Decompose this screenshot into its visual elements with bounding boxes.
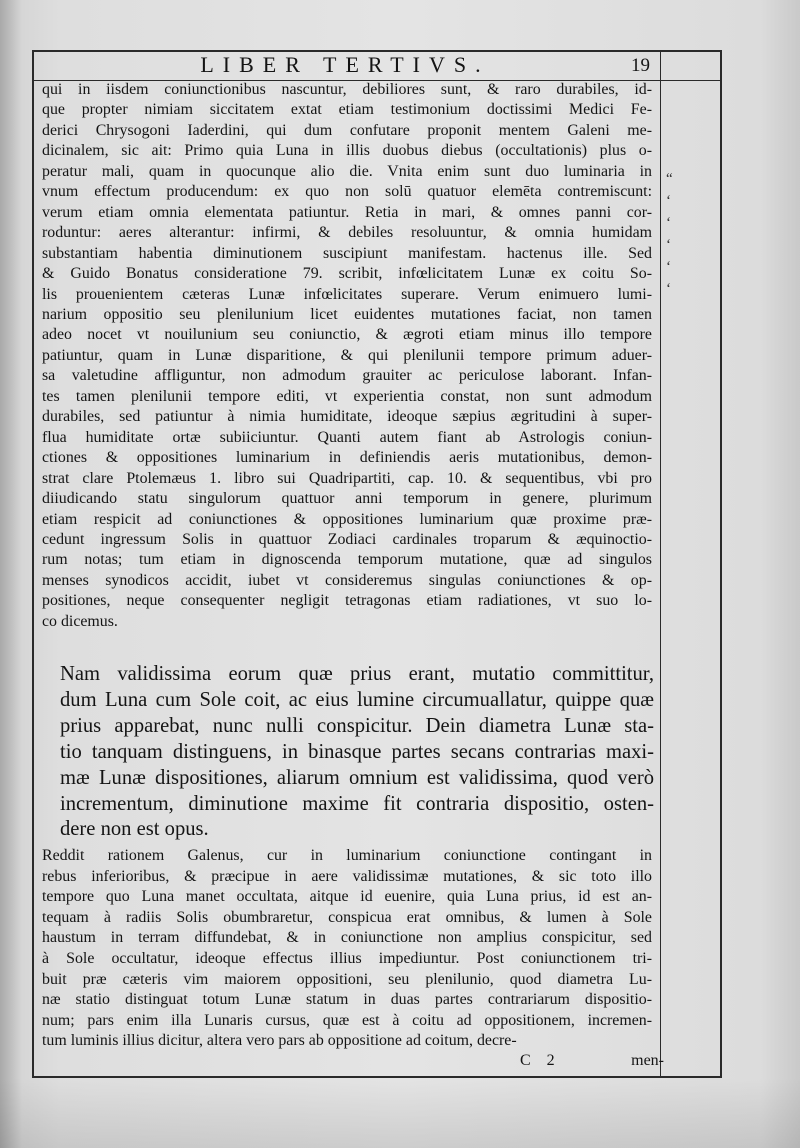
text-line: peratur mali, quam in quocunque alio die. Vnita enim sunt duo luminaria in: [42, 162, 652, 180]
text-line: verum etiam omnia elementata patiuntur. Retia in mari, & omnes panni cor-: [42, 203, 652, 221]
text-line: durabiles, sed patiuntur à nimia humiditate, ideoque sæpius ægritudini à super-: [42, 408, 652, 426]
page-header: [32, 52, 658, 78]
marginal-quote-mark: ‘: [666, 281, 671, 297]
text-line: etiam respicit ad coniunctiones & oppositiones luminarium quæ proxime præ-: [42, 510, 652, 528]
text-line: cedunt ingressum Solis in quattuor Zodiaci cardinales troparum & æquinoctio-: [42, 530, 652, 548]
text-line: strat clare Ptolemæus 1. libro sui Quadripartiti, cap. 10. & sequentibus, vbi pro: [42, 469, 652, 487]
margin-rule: [660, 52, 661, 1076]
marginal-quote-mark: ‘: [666, 259, 671, 275]
text-line: adeo nocet vt nouilunium seu coniunctio, & ægroti etiam minus illo tempore: [42, 326, 652, 344]
text-line: rum notas; tum etiam in dignoscenda temporum mutatione, quæ ad singulos: [42, 551, 652, 569]
text-line: num; pars enim illa Lunaris cursus, quæ est à coitu ad oppositionem, incremen-: [42, 1011, 652, 1029]
text-line: næ statio distinguat totum Lunæ statum in duas partes contrariarum dispositio-: [42, 991, 652, 1009]
marginal-quote-mark: ‘: [666, 193, 671, 209]
page-footer: [42, 1050, 672, 1072]
text-line: Reddit rationem Galenus, cur in luminarium coniunctione contingant in: [42, 847, 652, 864]
running-head: LIBER TERTIVS.: [200, 52, 490, 77]
text-line: dicinalem, sic ait: Primo quia Luna in illis duobus diebus (occultationis) plus o-: [42, 142, 652, 160]
text-line: incrementum, diminutione maxime fit contraria dispositio, osten-: [60, 792, 654, 815]
text-line: dere non est opus.: [60, 818, 209, 841]
marginal-quote-mark: ‘: [666, 237, 671, 253]
text-line: ctiones & oppositiones luminarium in definiendis aeris mutationibus, demon-: [42, 449, 652, 467]
paragraph-commentary-1: [42, 80, 652, 632]
text-line: Nam validissima eorum quæ prius erant, mutatio committitur,: [60, 663, 654, 685]
text-line: tes tamen plenilunii tempore editi, vt experientia constat, non sunt admodum: [42, 387, 652, 405]
signature-mark: C 2: [520, 1052, 561, 1069]
catchword: men-: [631, 1052, 664, 1069]
marginal-quote-mark: “: [666, 171, 673, 187]
text-line: positiones, neque consequenter negligit tetragonas etiam radiationes, vt suo lo-: [42, 592, 652, 610]
text-line: rebus inferioribus, & præcipue in aere validissimæ mutationes, & sic toto illo: [42, 867, 652, 885]
text-line: derici Chrysogoni Iaderdini, qui dum confutare proponit mentem Galeni me-: [42, 121, 652, 139]
text-line: dum Luna cum Sole coit, ac eius lumine circumuallatur, quippe quæ: [60, 688, 654, 711]
text-line: narium oppositio seu plenilunium licet euidentes mutationes faciat, non tamen: [42, 305, 652, 323]
text-line: tio tanquam distinguens, in binasque partes secans contrarias maxi-: [60, 740, 654, 763]
text-line: roduntur: aeres alterantur: infirmi, & debiles resoluuntur, & omnia humidam: [42, 224, 652, 242]
marginal-quote-marks: [666, 168, 688, 300]
text-line: tequam à radiis Solis obumbraretur, conspicua erat omnibus, & lumen à Sole: [42, 908, 652, 926]
paragraph-commentary-2: [42, 846, 652, 1052]
text-line: menses synodicos accidit, iubet vt consideremus singulas coniunctiones & op-: [42, 571, 652, 589]
marginal-quote-mark: ‘: [666, 215, 671, 231]
text-line: à Sole occultatur, ideoque effectus illius impediuntur. Post coniunctionem tri-: [42, 949, 652, 967]
text-line: tempore quo Luna manet occultata, aitque id euenire, quia Luna prius, id est an-: [42, 888, 652, 906]
text-line: sa valetudine affliguntur, non admodum grauiter ac periculose laborant. Infan-: [42, 367, 652, 385]
text-line: patiuntur, quam in Lunæ disparitione, & qui plenilunii tempore primum aduer-: [42, 346, 652, 364]
text-line: substantiam habentia diminutionem suscipiunt manifestam. hactenus ille. Sed: [42, 244, 652, 262]
text-line: tum luminis illius dicitur, altera vero pars ab oppositione ad coitum, decre-: [42, 1032, 517, 1050]
text-line: & Guido Bonatus consideratione 79. scribit, infœlicitatem Lunæ ex coitu So-: [42, 265, 652, 283]
text-line: buit præ cæteris vim maiorem oppositioni, seu plenilunio, quod diametra Lu-: [42, 970, 652, 988]
text-line: vnum effectum producendum: ex quo non solū quatuor elemēta contremiscunt:: [42, 183, 652, 201]
text-line: co dicemus.: [42, 612, 118, 630]
text-line: que propter nimiam siccitatem extat etiam testimonium doctissimi Medici Fe-: [42, 101, 652, 119]
text-line: flua humiditate ortæ subiiciuntur. Quanti autem fiant ab Astrologis coniun-: [42, 428, 652, 446]
paragraph-quotation: [58, 662, 654, 843]
text-line: haustum in terram diffundebat, & in coniunctione non amplius conspicitur, sed: [42, 929, 652, 947]
text-line: prius apparebat, nunc nulli conspicitur. Dein diametra Lunæ sta-: [60, 714, 654, 737]
text-line: qui in iisdem coniunctionibus nascuntur, debiliores sunt, & raro durabiles, id-: [42, 81, 652, 98]
page-number: 19: [631, 55, 650, 76]
text-line: diiudicando statu singulorum quattuor anni temporum in genere, plurimum: [42, 490, 652, 508]
text-line: mæ Lunæ dispositiones, aliarum omnium est validissima, quod verò: [60, 766, 654, 789]
text-line: lis prouenientem cæteras Lunæ infœlicitates superare. Verum enimuero lumi-: [42, 285, 652, 303]
